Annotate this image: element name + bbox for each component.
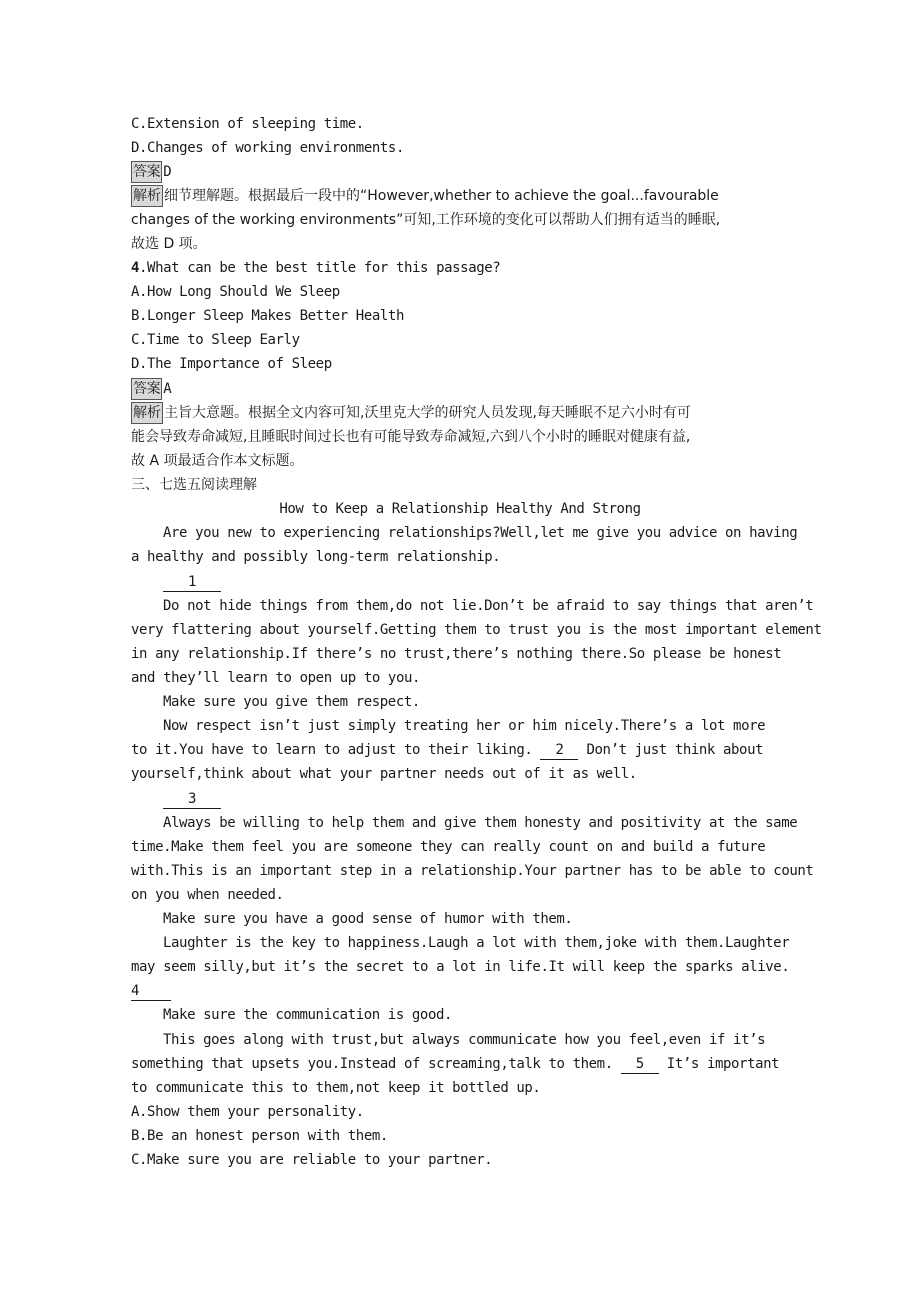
blank-5: 5 [621, 1055, 659, 1074]
reliable-line-2: time.Make them feel you are someone they can really count on and build a future [131, 839, 766, 855]
blank-4: 4 [131, 979, 171, 1003]
trust-line-1: Do not hide things from them,do not lie.Don’t be afraid to say things that aren’t [163, 598, 814, 614]
analysis-tag: 解析 [131, 185, 163, 207]
q4-question: 4.What can be the best title for this passage? [131, 260, 501, 276]
trust-line-4: and they’ll learn to open up to you. [131, 670, 421, 686]
option-b: B.Be an honest person with them. [131, 1128, 388, 1144]
option-c: C.Make sure you are reliable to your partner. [131, 1152, 493, 1168]
respect-line-2: to it.You have to learn to adjust to their liking. 2 Don’t just think about [131, 742, 764, 758]
communication-heading: Make sure the communication is good. [163, 1007, 453, 1023]
q4-analysis-line-1: 解析 主旨大意题。根据全文内容可知,沃里克大学的研究人员发现,每天睡眠不足六小时有可 [131, 401, 691, 425]
q4-analysis-line-2: 能会导致寿命减短,且睡眠时间过长也有可能导致寿命减短,六到八个小时的睡眠对健康有益, [131, 429, 691, 445]
reliable-line-3: with.This is an important step in a relationship.Your partner has to be able to count [131, 863, 814, 879]
communication-line-1: This goes along with trust,but always communicate how you feel,even if it’s [163, 1032, 766, 1048]
option-a: A.Show them your personality. [131, 1104, 364, 1120]
blank-3: 3 [163, 787, 221, 811]
respect-heading: Make sure you give them respect. [163, 694, 420, 710]
answer-tag: 答案 [131, 161, 162, 183]
humor-line-1: Laughter is the key to happiness.Laugh a lot with them,joke with them.Laughter [163, 935, 790, 951]
q4-number: 4 [131, 260, 140, 276]
humor-line-2: may seem silly,but it’s the secret to a lot in life.It will keep the sparks alive. [131, 959, 790, 975]
analysis-tag: 解析 [131, 402, 163, 424]
intro-line-1: Are you new to experiencing relationships?Well,let me give you advice on having [163, 525, 798, 541]
passage-title: How to Keep a Relationship Healthy And Strong [279, 501, 641, 517]
reliable-line-1: Always be willing to help them and give them honesty and positivity at the same [163, 815, 798, 831]
trust-line-2: very flattering about yourself.Getting them to trust you is the most important element [131, 622, 822, 638]
answer-tag: 答案 [131, 378, 162, 400]
q3-analysis-line-1: 解析 细节理解题。根据最后一段中的“However,whether to achieve the goal...favourable [131, 184, 719, 208]
trust-line-3: in any relationship.If there’s no trust,there’s nothing there.So please be honest [131, 646, 782, 662]
q3-analysis-line-2: changes of the working environments”可知,工作环境的变化可以帮助人们拥有适当的睡眠, [131, 212, 721, 228]
respect-line-3: yourself,think about what your partner needs out of it as well. [131, 766, 637, 782]
q4-option-a: A.How Long Should We Sleep [131, 284, 340, 300]
q3-answer: D [163, 164, 172, 180]
reliable-line-4: on you when needed. [131, 887, 284, 903]
q4-option-c: C.Time to Sleep Early [131, 332, 300, 348]
q3-option-c: C.Extension of sleeping time. [131, 116, 364, 132]
q3-answer-line [131, 160, 171, 184]
section-heading: 三、七选五阅读理解 [131, 477, 257, 493]
blank-1: 1 [163, 570, 221, 594]
humor-heading: Make sure you have a good sense of humor with them. [163, 911, 573, 927]
communication-line-2: something that upsets you.Instead of screaming,talk to them. 5 It’s important [131, 1056, 780, 1072]
q3-analysis-line-3: 故选 D 项。 [131, 236, 207, 252]
q4-answer: A [163, 381, 172, 397]
q4-option-d: D.The Importance of Sleep [131, 356, 332, 372]
intro-line-2: a healthy and possibly long-term relationship. [131, 549, 501, 565]
q4-option-b: B.Longer Sleep Makes Better Health [131, 308, 404, 324]
respect-line-1: Now respect isn’t just simply treating her or him nicely.There’s a lot more [163, 718, 766, 734]
blank-2: 2 [540, 741, 578, 760]
q3-option-d: D.Changes of working environments. [131, 140, 404, 156]
communication-line-3: to communicate this to them,not keep it bottled up. [131, 1080, 541, 1096]
q4-answer-line [131, 377, 171, 401]
q4-analysis-line-3: 故 A 项最适合作本文标题。 [131, 453, 304, 469]
